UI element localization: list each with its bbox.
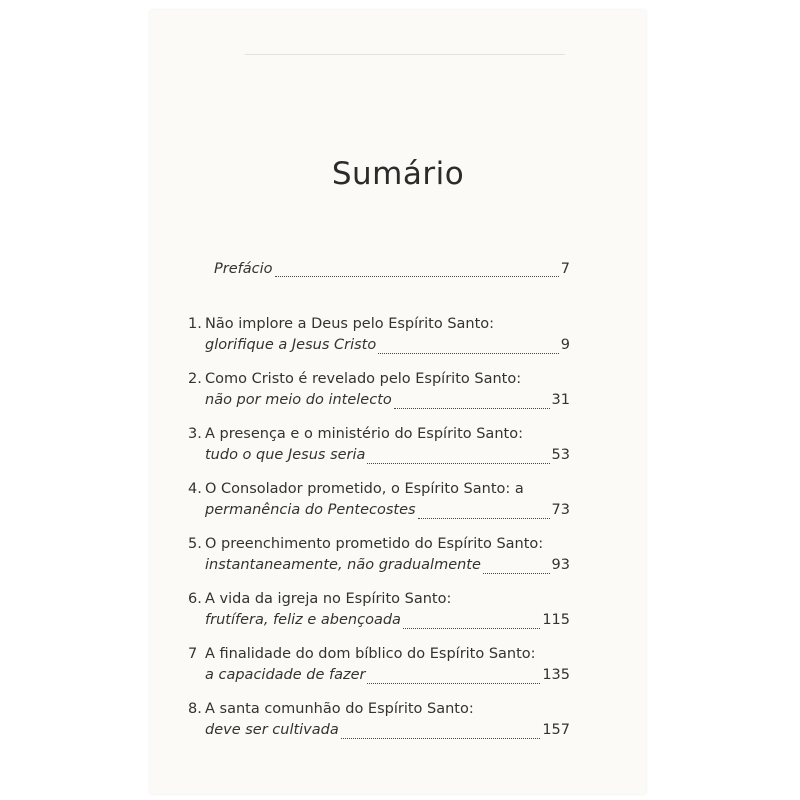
toc-page-number: 53: [551, 447, 570, 463]
toc-entry-number: 2.: [188, 371, 202, 387]
dot-leader: [367, 462, 549, 464]
toc-entry: [188, 371, 570, 413]
dot-leader: [378, 352, 559, 354]
toc-entry-heading: Não implore a Deus pelo Espírito Santo:: [205, 316, 495, 332]
toc-entry: [188, 316, 570, 358]
toc-page-number: 157: [542, 722, 570, 738]
toc-entry-number: 5.: [188, 536, 202, 552]
toc-entry: [188, 481, 570, 523]
toc-page-number: 93: [551, 557, 570, 573]
toc-entry-subtitle: frutífera, feliz e abençoada: [205, 612, 401, 628]
bleed-through-rule: [245, 54, 565, 55]
toc-page-number: 73: [551, 502, 570, 518]
toc-entry-heading: A presença e o ministério do Espírito Santo:: [205, 426, 523, 442]
toc-entry-number: 8.: [188, 701, 202, 717]
toc-entry: [188, 591, 570, 633]
dot-leader: [367, 682, 540, 684]
toc-page-number: 115: [542, 612, 570, 628]
toc-entry-heading: A santa comunhão do Espírito Santo:: [205, 701, 474, 717]
dot-leader: [418, 517, 550, 519]
dot-leader: [394, 407, 550, 409]
dot-leader: [341, 737, 541, 739]
toc-page-number: 135: [542, 667, 570, 683]
toc-entry: [188, 646, 570, 688]
toc-entry-subtitle: deve ser cultivada: [205, 722, 339, 738]
book-page: [150, 10, 646, 794]
toc-entry-subtitle: instantaneamente, não gradualmente: [205, 557, 481, 573]
toc-entry-subtitle: a capacidade de fazer: [205, 667, 366, 683]
table-of-contents: [188, 261, 570, 756]
toc-preface: [188, 261, 570, 281]
toc-page-number: 7: [560, 261, 570, 277]
dot-leader: [275, 275, 559, 277]
toc-entry-number: 7: [188, 646, 198, 662]
toc-entry: [188, 426, 570, 468]
toc-entry-subtitle: permanência do Pentecostes: [205, 502, 416, 518]
dot-leader: [483, 572, 550, 574]
toc-entry-number: 1.: [188, 316, 202, 332]
page-title: Sumário: [331, 156, 465, 192]
toc-entry-subtitle: tudo o que Jesus seria: [205, 447, 366, 463]
toc-page-number: 9: [560, 337, 570, 353]
toc-entry-heading: A finalidade do dom bíblico do Espírito Santo:: [205, 646, 536, 662]
toc-entry-heading: O preenchimento prometido do Espírito Santo:: [205, 536, 544, 552]
toc-preface-label: Prefácio: [214, 261, 273, 277]
toc-entry: [188, 536, 570, 578]
toc-entry-heading: Como Cristo é revelado pelo Espírito Santo:: [205, 371, 522, 387]
toc-entry-number: 3.: [188, 426, 202, 442]
toc-entry-heading: O Consolador prometido, o Espírito Santo: a: [205, 481, 524, 497]
toc-entry-subtitle: glorifique a Jesus Cristo: [205, 337, 377, 353]
toc-entry-number: 6.: [188, 591, 202, 607]
toc-page-number: 31: [551, 392, 570, 408]
dot-leader: [403, 627, 540, 629]
toc-entry-subtitle: não por meio do intelecto: [205, 392, 392, 408]
toc-entry-number: 4.: [188, 481, 202, 497]
toc-entry: [188, 701, 570, 743]
toc-entry-heading: A vida da igreja no Espírito Santo:: [205, 591, 452, 607]
